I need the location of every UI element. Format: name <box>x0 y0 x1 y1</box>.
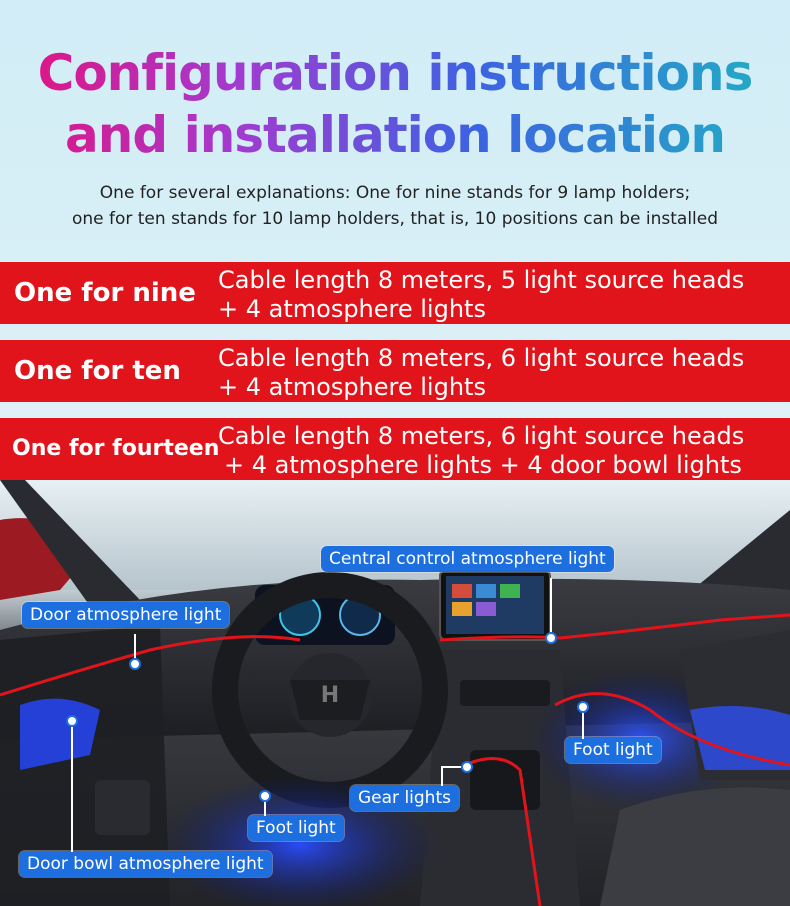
marker-door <box>129 658 141 670</box>
label-foot-left: Foot light <box>248 815 344 841</box>
config-desc-line-1: Cable length 8 meters, 6 light source heads <box>218 422 745 450</box>
marker-gear <box>461 761 473 773</box>
window-switch-panel <box>95 780 150 835</box>
leader-foot-right <box>582 709 584 739</box>
leader-gear-v <box>441 766 443 786</box>
config-name: One for nine <box>14 278 196 308</box>
config-band-fourteen <box>0 418 790 480</box>
config-desc-line-2: + 4 atmosphere lights + 4 door bowl lights <box>224 451 742 479</box>
car-interior-photo <box>0 480 790 906</box>
config-desc-line-1: Cable length 8 meters, 6 light source heads <box>218 344 745 372</box>
config-name: One for fourteen <box>12 436 220 461</box>
windshield <box>0 480 790 590</box>
marker-foot-right <box>577 701 589 713</box>
page-title-line-1: Configuration instructions <box>0 42 790 104</box>
car-interior-illustration <box>0 480 790 906</box>
config-desc-line-2: + 4 atmosphere lights <box>218 295 486 323</box>
climate-controls <box>460 680 550 706</box>
leader-door <box>134 634 136 660</box>
label-door-atmosphere: Door atmosphere light <box>22 602 229 628</box>
config-band-ten <box>0 340 790 402</box>
subtitle-line-2: one for ten stands for 10 lamp holders, that is, 10 positions can be installed <box>71 209 719 229</box>
config-desc-line-2: + 4 atmosphere lights <box>218 373 486 401</box>
leader-central <box>550 578 552 634</box>
subtitle-line-1: One for several explanations: One for nine stands for 9 lamp holders; <box>99 183 691 203</box>
page-title-line-2: and installation location <box>0 104 790 166</box>
marker-door-bowl <box>66 715 78 727</box>
config-band-nine <box>0 262 790 324</box>
marker-foot-left <box>259 790 271 802</box>
svg-text:H: H <box>320 683 340 708</box>
label-central-control: Central control atmosphere light <box>321 546 614 572</box>
label-door-bowl: Door bowl atmosphere light <box>19 851 272 877</box>
label-gear: Gear lights <box>350 785 459 811</box>
config-desc-line-1: Cable length 8 meters, 5 light source heads <box>218 266 745 294</box>
marker-central <box>545 632 557 644</box>
label-foot-right: Foot light <box>565 737 661 763</box>
config-name: One for ten <box>14 356 181 386</box>
leader-door-bowl <box>71 724 73 852</box>
